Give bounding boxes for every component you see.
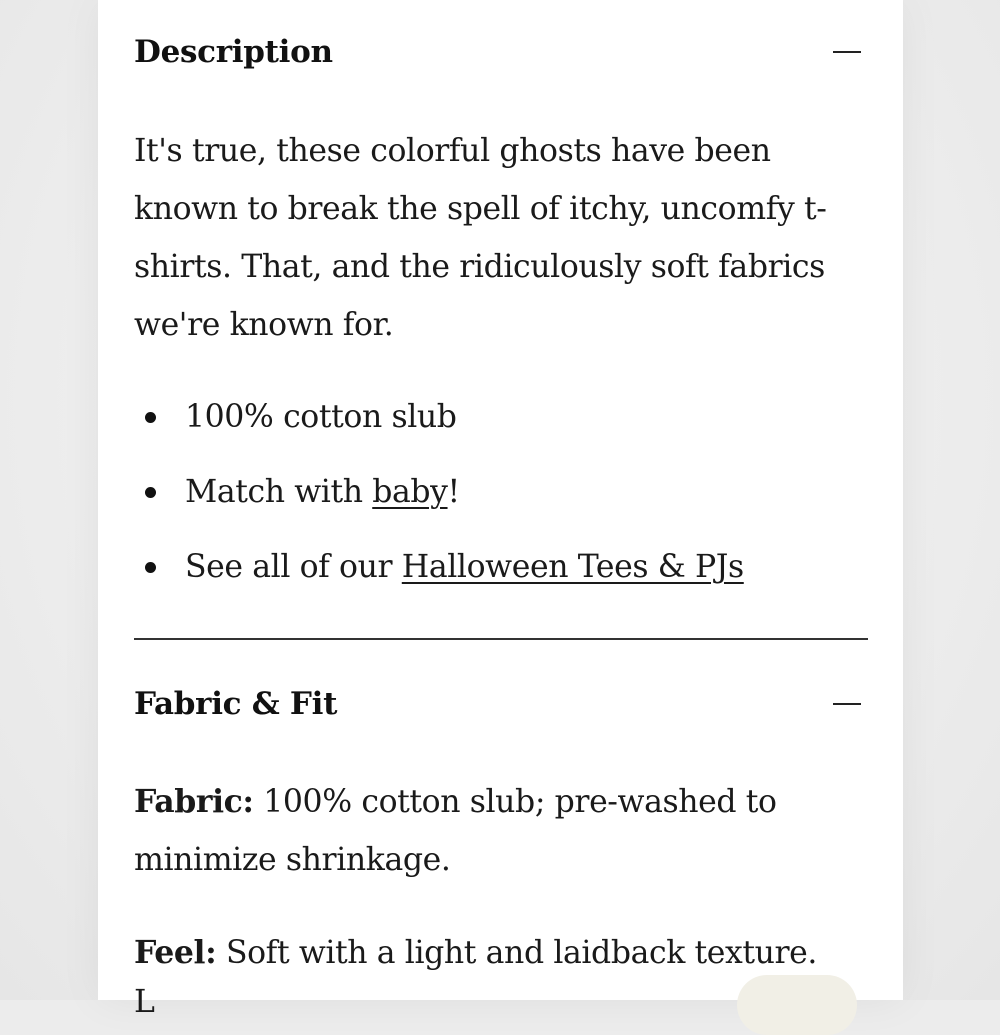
bullet-text-suffix: !	[447, 474, 460, 510]
bullet-dot-icon	[145, 562, 156, 573]
bullet-text: 100% cotton slub	[185, 399, 457, 435]
feel-paragraph	[134, 924, 868, 982]
fabric-text: 100% cotton slub; pre-washed to minimize shrinkage.	[134, 784, 777, 878]
description-paragraph: It's true, these colorful ghosts have been known to break the spell of itchy, uncomfy t-shirts. That, and the ridiculously soft fabrics we're known for.	[134, 133, 827, 343]
fabric-fit-title: Fabric & Fit	[134, 686, 338, 722]
baby-link[interactable]: baby	[372, 474, 448, 510]
bullet-text-prefix: Match with	[185, 474, 373, 510]
bullet-dot-icon	[145, 412, 156, 423]
halloween-tees-pjs-link[interactable]: Halloween Tees & PJs	[401, 549, 744, 585]
feel-label: Feel:	[134, 934, 217, 971]
feel-text: Soft with a light and laidback texture.	[216, 935, 818, 971]
bullet-item-cotton	[134, 385, 868, 460]
description-accordion-header[interactable]	[134, 22, 868, 82]
description-title: Description	[134, 34, 333, 70]
product-details-card	[98, 0, 903, 1020]
bullet-item-match-baby	[134, 460, 868, 535]
description-bullet-list	[134, 385, 868, 610]
chat-widget-button[interactable]	[737, 975, 857, 1035]
bullet-item-halloween	[134, 535, 868, 610]
next-line-fragment: L	[134, 984, 155, 1020]
bullet-text-prefix: See all of our	[185, 549, 402, 585]
fabric-label: Fabric:	[134, 783, 254, 820]
fabric-fit-accordion-header[interactable]	[134, 674, 868, 734]
minus-icon[interactable]	[832, 689, 862, 719]
bullet-dot-icon	[145, 487, 156, 498]
fabric-paragraph	[134, 773, 868, 889]
section-divider	[134, 638, 868, 640]
minus-icon[interactable]	[832, 37, 862, 67]
